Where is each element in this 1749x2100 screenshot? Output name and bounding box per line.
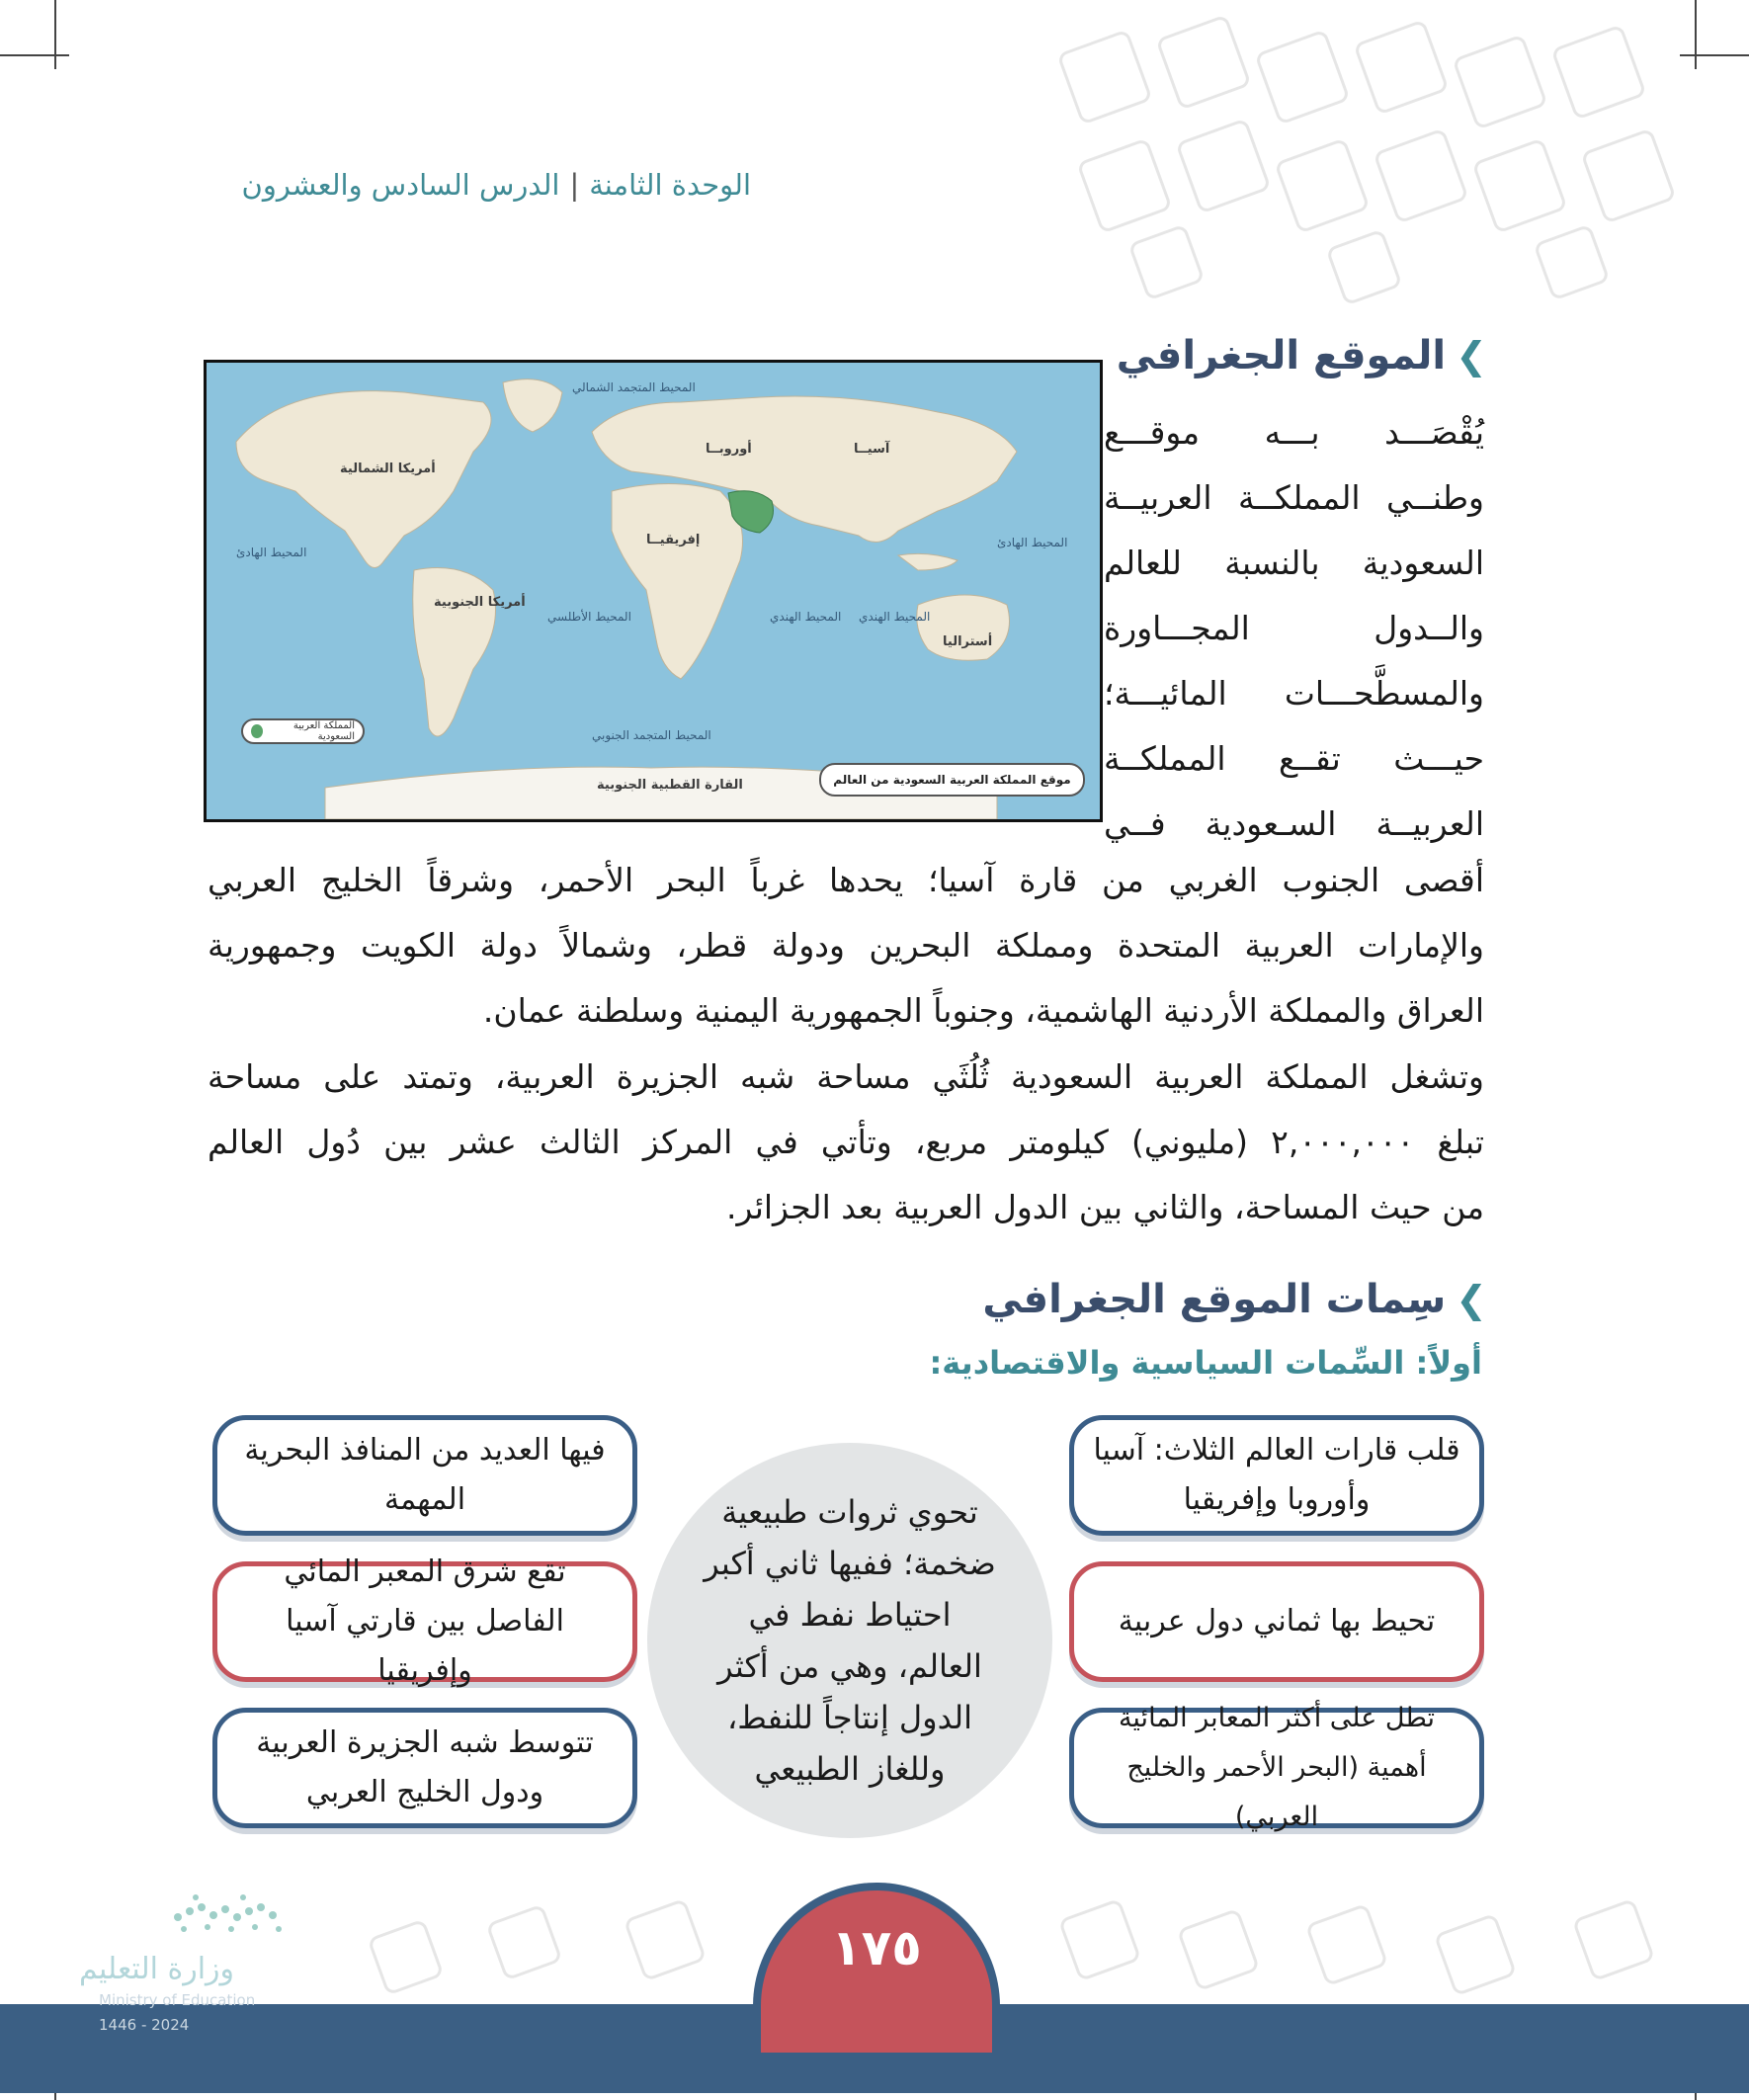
main-paragraph xyxy=(208,848,1484,1044)
paragraph-line: تبلغ ٢,٠٠٠,٠٠٠ (مليوني) كيلومتر مربع، وتأتي في المركز الثالث عشر بين دُول العالم xyxy=(208,1123,1484,1161)
feature-box: تحيط بها ثماني دول عربية xyxy=(1069,1561,1484,1682)
paragraph-line: والــدول المجـــاورة xyxy=(1104,609,1484,647)
paragraph-line: وطنــي المملكــة العربيــة xyxy=(1104,478,1484,517)
map-label: القارة القطبية الجنوبية xyxy=(597,778,743,793)
unit-label: الوحدة الثامنة xyxy=(589,168,751,202)
paragraph-line: يُقْصَـــد بـــه موقـــع xyxy=(1104,413,1484,452)
feature-box: فيها العديد من المنافذ البحرية المهمة xyxy=(212,1415,637,1536)
map-label: أوروبــا xyxy=(706,442,752,457)
map-label: المحيط الهادئ xyxy=(997,536,1068,549)
paragraph-line: وتشغل المملكة العربية السعودية ثُلُثَي مساحة شبه الجزيرة العربية، وتمتد على مساحة xyxy=(208,1057,1484,1096)
map-legend xyxy=(241,718,365,744)
area-paragraph xyxy=(208,1045,1484,1240)
side-paragraph xyxy=(1104,400,1484,857)
paragraph-line: العراق والمملكة الأردنية الهاشمية، وجنوباً الجمهورية اليمنية وسلطنة عمان. xyxy=(482,991,1484,1030)
ministry-name: وزارة التعليم xyxy=(79,1952,235,1986)
chevron-icon: ❯ xyxy=(1456,1278,1487,1321)
map-label: أمريكا الجنوبية xyxy=(434,595,526,610)
paragraph-line: أقصى الجنوب الغربي من قارة آسيا؛ يحدها غرباً البحر الأحمر، وشرقاً الخليج العربي xyxy=(208,861,1484,899)
map-label: المحيط المتجمد الشمالي xyxy=(572,380,696,394)
map-graphic xyxy=(207,363,1100,819)
map-label: المحيط الهندي xyxy=(770,610,842,624)
crop-mark xyxy=(0,54,69,56)
chevron-icon: ❯ xyxy=(1456,334,1487,378)
map-label: المحيط المتجمد الجنوبي xyxy=(592,728,711,742)
crop-mark xyxy=(54,0,56,69)
map-label: المحيط الأطلسي xyxy=(547,610,631,624)
paragraph-line: من حيث المساحة، والثاني بين الدول العربية بعد الجزائر. xyxy=(726,1188,1484,1226)
ministry-logo-icon xyxy=(158,1888,306,1947)
map-label: آسيــا xyxy=(854,442,890,457)
lesson-label: الدرس السادس والعشرون xyxy=(241,168,560,202)
landmass-greenland xyxy=(503,379,562,432)
map-label: المحيط الهادئ xyxy=(236,546,307,559)
center-feature-circle xyxy=(647,1443,1052,1838)
feature-box: تتوسط شبه الجزيرة العربية ودول الخليج العربي xyxy=(212,1708,637,1828)
page-number: ١٧٥ xyxy=(831,1919,922,1976)
feature-box: قلب قارات العالم الثلاث: آسيا وأوروبا وإفريقيا xyxy=(1069,1415,1484,1536)
map-label: المحيط الهندي xyxy=(859,610,931,624)
subsection-title: أولاً: السِّمات السياسية والاقتصادية: xyxy=(929,1344,1482,1382)
ministry-name-en: Ministry of Education xyxy=(99,1991,256,2009)
legend-label: المملكة العربية السعودية xyxy=(292,720,355,742)
landmass-south-america xyxy=(413,568,496,737)
map-label: أستراليا xyxy=(943,634,993,649)
paragraph-line: العربيــة السـعودية فــي xyxy=(1104,804,1484,843)
landmass-north-america xyxy=(236,391,491,568)
map-label: أمريكا الشمالية xyxy=(340,462,436,476)
map-caption: موقع المملكة العربية السعودية من العالم xyxy=(819,763,1085,797)
crop-mark xyxy=(1695,0,1697,69)
running-header xyxy=(198,168,751,213)
feature-box: تطل على أكثر المعابر المائية أهمية (البحر الأحمر والخليج العربي) xyxy=(1069,1708,1484,1828)
section-title-text: الموقع الجغرافي xyxy=(1116,333,1447,378)
paragraph-line: حيـــث تقــع المملكــة xyxy=(1104,739,1484,778)
landmass-africa xyxy=(612,484,743,680)
landmass-australia xyxy=(917,595,1010,660)
crop-mark xyxy=(1680,54,1749,56)
paragraph-line: السعودية بالنسبة للعالم xyxy=(1104,544,1484,582)
legend-swatch-icon xyxy=(251,724,263,738)
section-title-text: سِمات الموقع الجغرافي xyxy=(982,1277,1447,1322)
center-feature-text: تحوي ثروات طبيعية ضخمة؛ ففيها ثاني أكبر احتياط نفط في العالم، وهي من أكثر الدول إنتاجاً للنفط، وللغاز الطبيعي xyxy=(704,1493,996,1788)
header-separator: | xyxy=(569,168,580,202)
map-label: إفريقيــا xyxy=(646,533,701,547)
paragraph-line: والمسطَّحـــات المائيـــة؛ xyxy=(1104,674,1484,713)
paragraph-line: والإمارات العربية المتحدة ومملكة البحرين ودولة قطر، وشمالاً دولة الكويت وجمهورية xyxy=(208,926,1484,965)
section-title-geo-location xyxy=(1117,331,1487,380)
feature-box: تقع شرق المعبر المائي الفاصل بين قارتي آسيا وإفريقيا xyxy=(212,1561,637,1682)
world-map xyxy=(204,360,1103,822)
section-title-features xyxy=(982,1275,1487,1324)
landmass-islands xyxy=(898,553,958,570)
edition-year: 2024 - 1446 xyxy=(99,2016,190,2034)
